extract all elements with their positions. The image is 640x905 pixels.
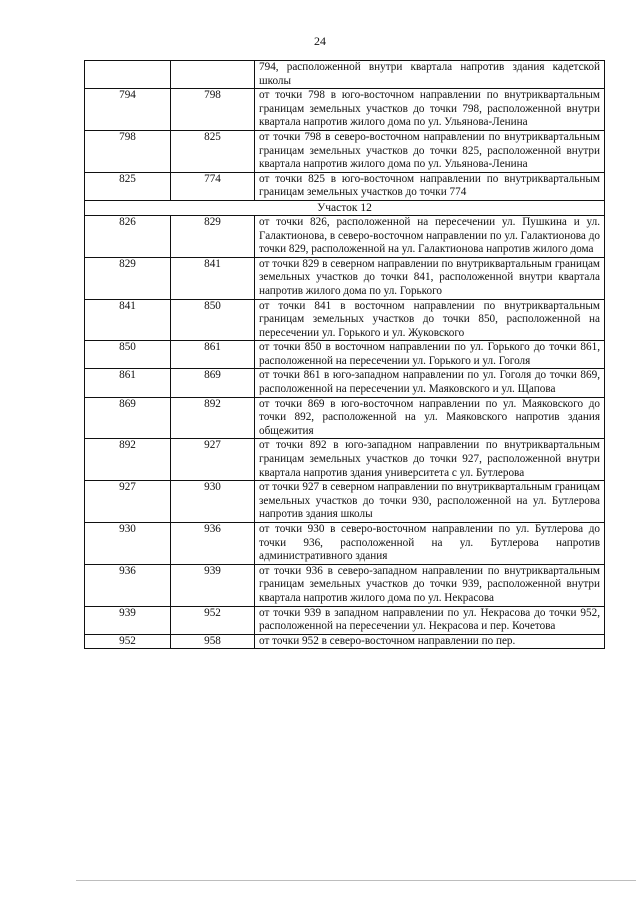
boundary-description-cell: от точки 936 в северо-западном направлении по внутриквартальным границам земельных участков до точки 939, расположенной внутри квартала напротив жилого дома по ул. Некрасова — [255, 564, 605, 606]
to-point-cell: 958 — [171, 634, 255, 649]
section-header-row — [85, 200, 605, 215]
boundary-description-cell: от точки 869 в юго-восточном направлении по ул. Маяковского до точки 892, расположенной на ул. Маяковского напротив здания общежития — [255, 397, 605, 439]
from-point-cell: 892 — [85, 439, 171, 481]
table-row — [85, 634, 605, 649]
boundary-description-cell: от точки 825 в юго-восточном направлении по внутриквартальным границам земельных участков до точки 774 — [255, 172, 605, 200]
boundary-description-cell: от точки 826, расположенной на пересечении ул. Пушкина и ул. Галактионова, в северо-восточном направлении по ул. Галактионова до точки 829, расположенной на ул. Галактионова напротив жилого дома — [255, 215, 605, 257]
from-point-cell: 798 — [85, 130, 171, 172]
from-point-cell: 794 — [85, 89, 171, 131]
boundary-table-body — [85, 61, 605, 649]
to-point-cell: 939 — [171, 564, 255, 606]
from-point-cell: 936 — [85, 564, 171, 606]
to-point-cell: 774 — [171, 172, 255, 200]
to-point-cell: 861 — [171, 341, 255, 369]
to-point-cell: 927 — [171, 439, 255, 481]
table-row — [85, 481, 605, 523]
boundary-description-cell: от точки 850 в восточном направлении по ул. Горького до точки 861, расположенной на пересечении ул. Горького и ул. Гоголя — [255, 341, 605, 369]
from-point-cell: 850 — [85, 341, 171, 369]
boundary-description-cell: от точки 927 в северном направлении по внутриквартальным границам земельных участков до точки 930, расположенной на ул. Бутлерова напротив здания школы — [255, 481, 605, 523]
table-row — [85, 257, 605, 299]
to-point-cell: 825 — [171, 130, 255, 172]
from-point-cell: 930 — [85, 523, 171, 565]
from-point-cell: 826 — [85, 215, 171, 257]
boundary-description-cell: от точки 829 в северном направлении по внутриквартальным границам земельных участков до точки 841, расположенной внутри квартала напротив жилого дома по ул. Горького — [255, 257, 605, 299]
to-point-cell: 850 — [171, 299, 255, 341]
page-number: 24 — [314, 34, 326, 48]
boundary-description-cell: от точки 930 в северо-восточном направлении по ул. Бутлерова до точки 936, расположенной на ул. Бутлерова напротив административного здания — [255, 523, 605, 565]
from-point-cell: 861 — [85, 369, 171, 397]
table-row — [85, 523, 605, 565]
to-point-cell: 829 — [171, 215, 255, 257]
section-title: Участок 12 — [85, 200, 605, 215]
to-point-cell — [171, 61, 255, 89]
from-point-cell: 829 — [85, 257, 171, 299]
table-row — [85, 299, 605, 341]
table-row — [85, 61, 605, 89]
to-point-cell: 798 — [171, 89, 255, 131]
scan-edge-line — [76, 880, 636, 881]
table-row — [85, 397, 605, 439]
table-row — [85, 130, 605, 172]
from-point-cell: 825 — [85, 172, 171, 200]
from-point-cell: 939 — [85, 606, 171, 634]
from-point-cell — [85, 61, 171, 89]
table-row — [85, 369, 605, 397]
to-point-cell: 841 — [171, 257, 255, 299]
table-row — [85, 89, 605, 131]
to-point-cell: 869 — [171, 369, 255, 397]
from-point-cell: 927 — [85, 481, 171, 523]
table-row — [85, 439, 605, 481]
boundary-table — [84, 60, 605, 649]
from-point-cell: 869 — [85, 397, 171, 439]
boundary-description-cell: от точки 952 в северо-восточном направлении по пер. — [255, 634, 605, 649]
boundary-description-cell: от точки 861 в юго-западном направлении по ул. Гоголя до точки 869, расположенной на пересечении ул. Маяковского и ул. Щапова — [255, 369, 605, 397]
to-point-cell: 892 — [171, 397, 255, 439]
table-row — [85, 172, 605, 200]
from-point-cell: 952 — [85, 634, 171, 649]
table-row — [85, 341, 605, 369]
boundary-description-cell: от точки 841 в восточном направлении по внутриквартальным границам земельных участков до точки 850, расположенной на пересечении ул. Горького и ул. Жуковского — [255, 299, 605, 341]
table-row — [85, 564, 605, 606]
table-row — [85, 215, 605, 257]
boundary-description-cell: от точки 798 в юго-восточном направлении по внутриквартальным границам земельных участков до точки 798, расположенной внутри квартала напротив жилого дома по ул. Ульянова-Ленина — [255, 89, 605, 131]
boundary-description-cell: от точки 939 в западном направлении по ул. Некрасова до точки 952, расположенной на пересечении ул. Некрасова и пер. Кочетова — [255, 606, 605, 634]
to-point-cell: 952 — [171, 606, 255, 634]
to-point-cell: 936 — [171, 523, 255, 565]
boundary-description-cell: от точки 892 в юго-западном направлении по внутриквартальным границам земельных участков до точки 927, расположенной внутри квартала напротив здания университета с ул. Бутлерова — [255, 439, 605, 481]
boundary-description-cell: от точки 798 в северо-восточном направлении по внутриквартальным границам земельных участков до точки 825, расположенной внутри квартала напротив жилого дома по ул. Ульянова-Ленина — [255, 130, 605, 172]
to-point-cell: 930 — [171, 481, 255, 523]
boundary-description-cell: 794, расположенной внутри квартала напротив здания кадетской школы — [255, 61, 605, 89]
from-point-cell: 841 — [85, 299, 171, 341]
table-row — [85, 606, 605, 634]
